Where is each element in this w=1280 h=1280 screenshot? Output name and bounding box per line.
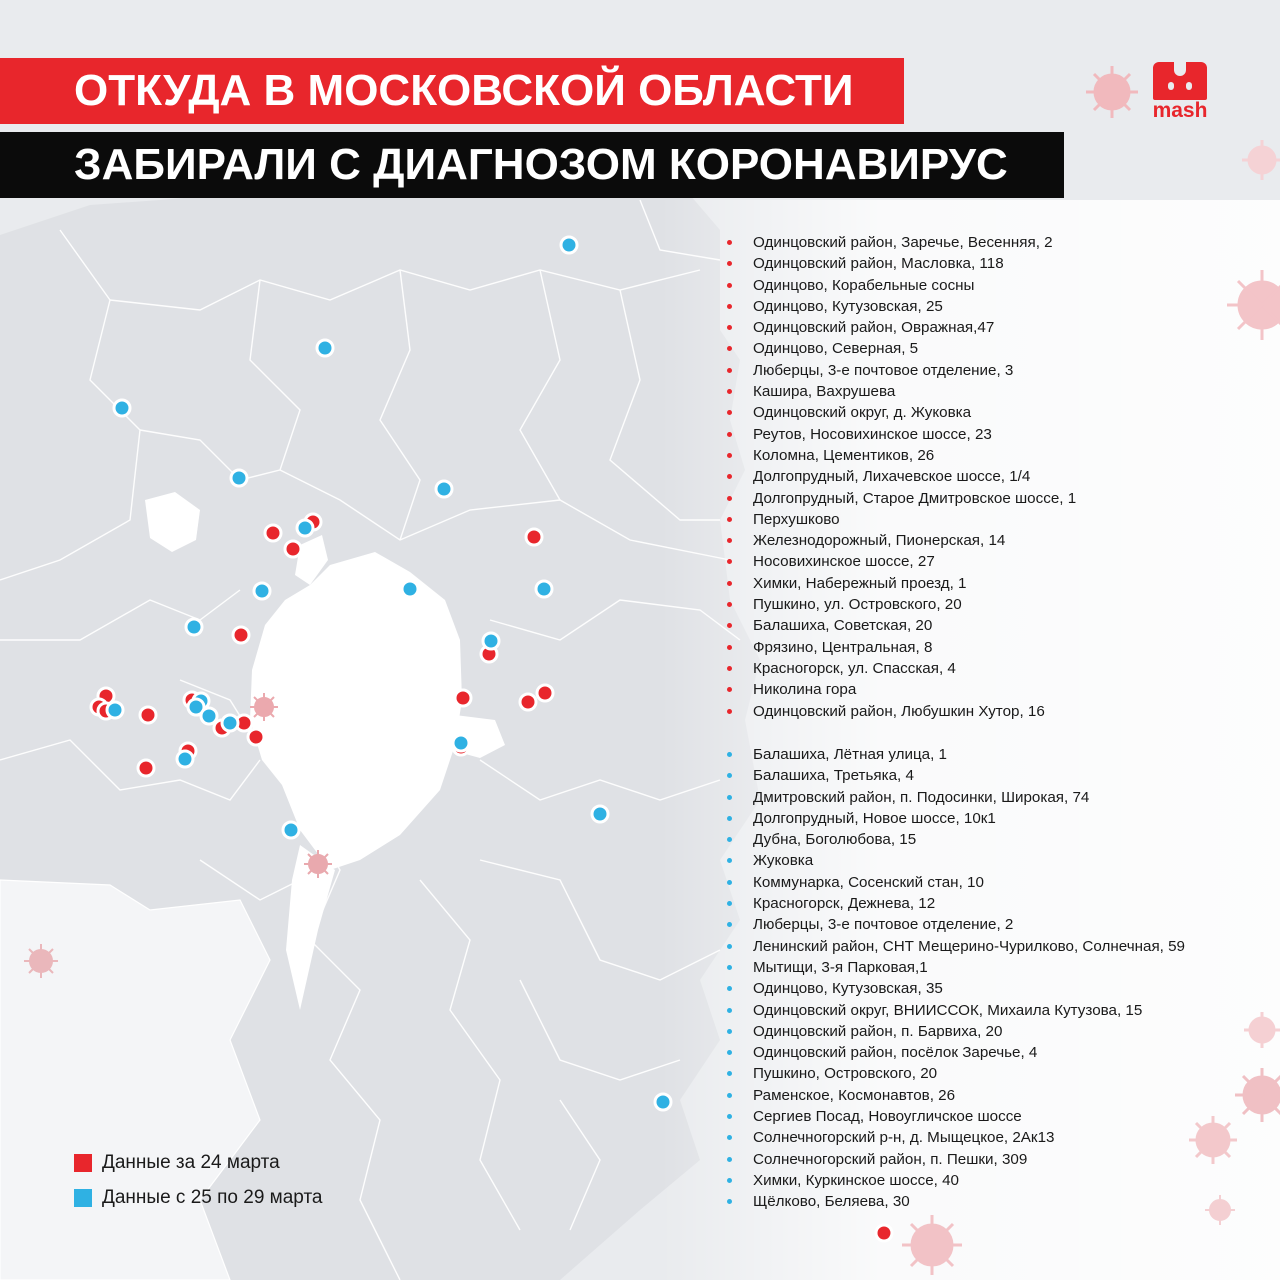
- marker-red[interactable]: [265, 525, 281, 541]
- blue-square-icon: [74, 1189, 92, 1207]
- legend-label-march-24: Данные за 24 марта: [102, 1152, 280, 1173]
- address-item: Одинцово, Северная, 5: [724, 338, 1076, 359]
- marker-blue[interactable]: [536, 581, 552, 597]
- address-item: Долгопрудный, Лихачевское шоссе, 1/4: [724, 466, 1076, 487]
- address-item: Одинцово, Кутузовская, 25: [724, 296, 1076, 317]
- address-item: Одинцовский округ, д. Жуковка: [724, 402, 1076, 423]
- address-item: Красногорск, Дежнева, 12: [724, 893, 1185, 914]
- address-item: Коломна, Цементиков, 26: [724, 445, 1076, 466]
- marker-blue[interactable]: [297, 520, 313, 536]
- address-item: Одинцовский округ, ВНИИССОК, Михаила Кутузова, 15: [724, 1000, 1185, 1021]
- marker-red[interactable]: [248, 729, 264, 745]
- address-item: Фрязино, Центральная, 8: [724, 637, 1076, 658]
- legend-item-march-25-29: [74, 1187, 323, 1209]
- address-item: Одинцовский район, Заречье, Весенняя, 2: [724, 232, 1076, 253]
- marker-blue[interactable]: [222, 715, 238, 731]
- marker-red[interactable]: [526, 529, 542, 545]
- logo-m-icon: [1153, 62, 1207, 100]
- marker-red[interactable]: [285, 541, 301, 557]
- address-item: Ленинский район, СНТ Мещерино-Чурилково, Солнечная, 59: [724, 936, 1185, 957]
- marker-blue[interactable]: [436, 481, 452, 497]
- address-item: Долгопрудный, Старое Дмитровское шоссе, 1: [724, 488, 1076, 509]
- address-item: Одинцовский район, п. Барвиха, 20: [724, 1021, 1185, 1042]
- marker-blue[interactable]: [186, 619, 202, 635]
- address-item: Щёлково, Беляева, 30: [724, 1191, 1185, 1212]
- title-line-1: ОТКУДА В МОСКОВСКОЙ ОБЛАСТИ: [0, 58, 904, 124]
- address-item: Солнечногорский р-н, д. Мыщецкое, 2Ак13: [724, 1127, 1185, 1148]
- address-item: Балашиха, Советская, 20: [724, 615, 1076, 636]
- marker-red[interactable]: [233, 627, 249, 643]
- marker-blue[interactable]: [655, 1094, 671, 1110]
- address-item: Одинцовский район, Любушкин Хутор, 16: [724, 701, 1076, 722]
- legend-label-march-25-29: Данные с 25 по 29 марта: [102, 1187, 323, 1208]
- address-item: Пушкино, Островского, 20: [724, 1063, 1185, 1084]
- marker-blue[interactable]: [561, 237, 577, 253]
- address-item: Жуковка: [724, 850, 1185, 871]
- marker-blue[interactable]: [254, 583, 270, 599]
- title-line-2: ЗАБИРАЛИ С ДИАГНОЗОМ КОРОНАВИРУС: [0, 132, 1064, 198]
- marker-blue[interactable]: [317, 340, 333, 356]
- address-item: Одинцовский район, Овражная,47: [724, 317, 1076, 338]
- marker-red[interactable]: [455, 690, 471, 706]
- logo-text: mash: [1152, 99, 1208, 122]
- marker-blue[interactable]: [231, 470, 247, 486]
- address-item: Химки, Куркинское шоссе, 40: [724, 1170, 1185, 1191]
- marker-blue[interactable]: [201, 708, 217, 724]
- address-item: Носовихинское шоссе, 27: [724, 551, 1076, 572]
- marker-blue[interactable]: [177, 751, 193, 767]
- red-square-icon: [74, 1154, 92, 1172]
- legend-item-march-24: [74, 1152, 280, 1174]
- marker-red[interactable]: [876, 1225, 892, 1241]
- address-item: Долгопрудный, Новое шоссе, 10к1: [724, 808, 1185, 829]
- address-item: Солнечногорский район, п. Пешки, 309: [724, 1149, 1185, 1170]
- virus-icon: [304, 850, 332, 878]
- address-item: Балашиха, Лётная улица, 1: [724, 744, 1185, 765]
- address-item: Николина гора: [724, 679, 1076, 700]
- marker-red[interactable]: [520, 694, 536, 710]
- address-item: Красногорск, ул. Спасская, 4: [724, 658, 1076, 679]
- address-item: Дмитровский район, п. Подосинки, Широкая, 74: [724, 787, 1185, 808]
- marker-blue[interactable]: [453, 735, 469, 751]
- virus-icon: [24, 944, 58, 978]
- virus-icon: [902, 1215, 962, 1275]
- address-item: Люберцы, 3-е почтовое отделение, 3: [724, 360, 1076, 381]
- address-item: Раменское, Космонавтов, 26: [724, 1085, 1185, 1106]
- address-item: Одинцовский район, посёлок Заречье, 4: [724, 1042, 1185, 1063]
- address-item: Балашиха, Третьяка, 4: [724, 765, 1185, 786]
- marker-red[interactable]: [138, 760, 154, 776]
- address-item: Одинцовский район, Масловка, 118: [724, 253, 1076, 274]
- address-item: Реутов, Носовихинское шоссе, 23: [724, 424, 1076, 445]
- address-list-march-24: [724, 232, 1076, 722]
- marker-blue[interactable]: [483, 633, 499, 649]
- marker-blue[interactable]: [107, 702, 123, 718]
- address-item: Коммунарка, Сосенский стан, 10: [724, 872, 1185, 893]
- address-item: Перхушково: [724, 509, 1076, 530]
- marker-blue[interactable]: [114, 400, 130, 416]
- address-item: Одинцово, Кутузовская, 35: [724, 978, 1185, 999]
- mash-logo: [1150, 62, 1210, 126]
- address-item: Сергиев Посад, Новоугличское шоссе: [724, 1106, 1185, 1127]
- address-item: Химки, Набережный проезд, 1: [724, 573, 1076, 594]
- marker-red[interactable]: [140, 707, 156, 723]
- marker-blue[interactable]: [592, 806, 608, 822]
- address-list-march-25-29: [724, 744, 1185, 1213]
- virus-icon: [250, 693, 278, 721]
- address-item: Дубна, Боголюбова, 15: [724, 829, 1185, 850]
- address-item: Мытищи, 3-я Парковая,1: [724, 957, 1185, 978]
- marker-blue[interactable]: [283, 822, 299, 838]
- marker-blue[interactable]: [402, 581, 418, 597]
- address-item: Пушкино, ул. Островского, 20: [724, 594, 1076, 615]
- address-item: Железнодорожный, Пионерская, 14: [724, 530, 1076, 551]
- virus-icon: [1189, 1116, 1237, 1164]
- marker-red[interactable]: [537, 685, 553, 701]
- address-item: Кашира, Вахрушева: [724, 381, 1076, 402]
- address-item: Люберцы, 3-е почтовое отделение, 2: [724, 914, 1185, 935]
- address-item: Одинцово, Корабельные сосны: [724, 275, 1076, 296]
